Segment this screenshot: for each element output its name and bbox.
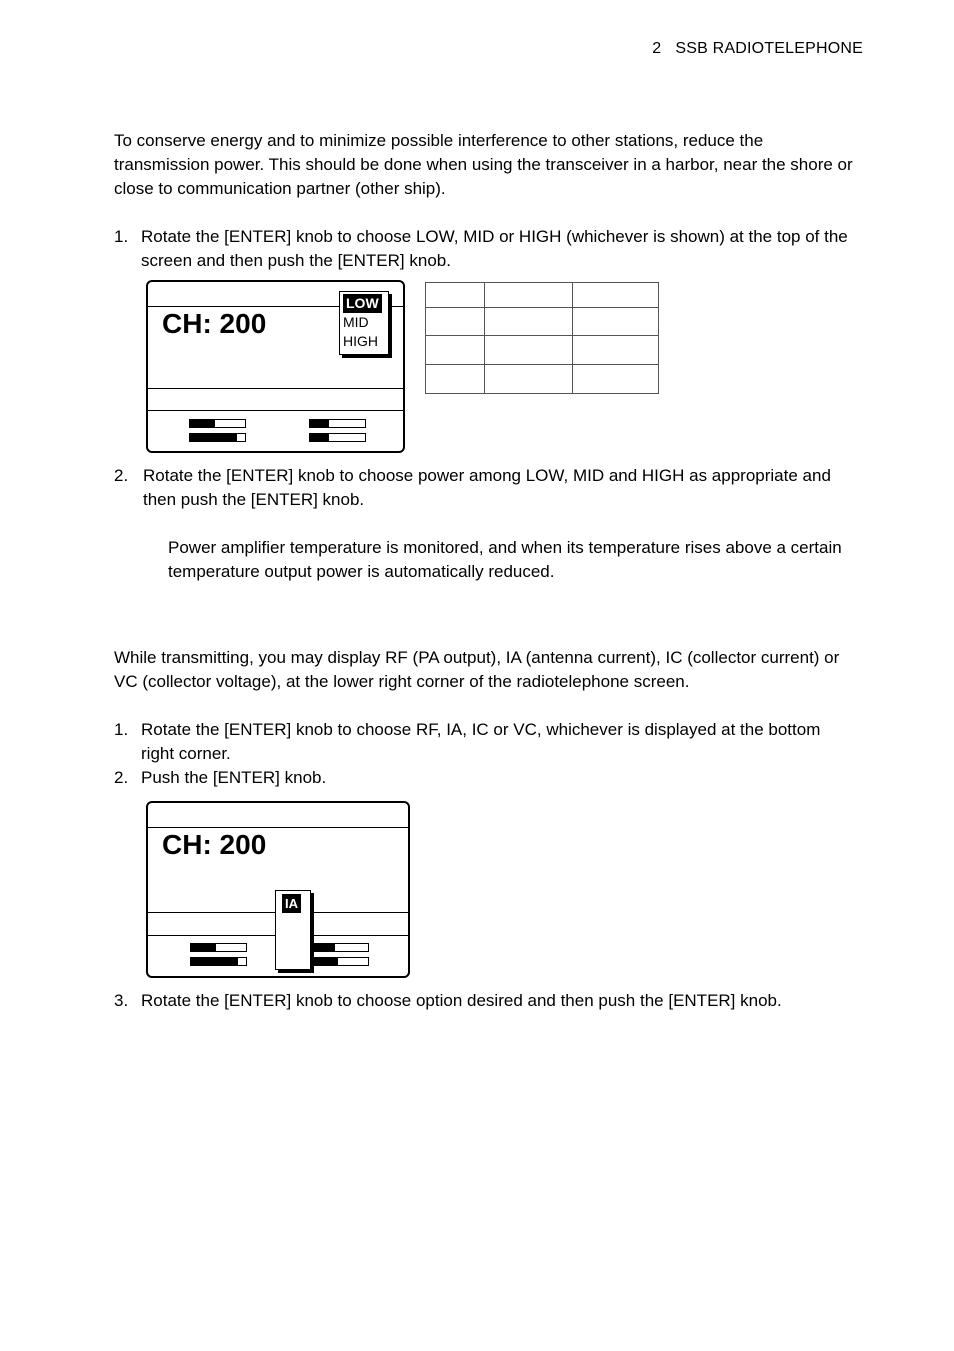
- table-cell: [485, 308, 573, 336]
- meter-bar: [190, 943, 247, 952]
- step-number: 1.: [114, 227, 129, 246]
- meter-step-1: [114, 718, 854, 766]
- screen-divider: [148, 388, 403, 389]
- step-text: Rotate the [ENTER] knob to choose power among LOW, MID and HIGH as appropriate and then push the [ENTER] knob.: [143, 466, 831, 509]
- screen-divider: [148, 827, 408, 828]
- step-text: Rotate the [ENTER] knob to choose LOW, MID or HIGH (whichever is shown) at the top of the screen and then push the [ENTER] knob.: [141, 227, 848, 270]
- power-level-menu[interactable]: [339, 291, 389, 355]
- lcd-screen-meter: [146, 801, 410, 978]
- table-cell: [485, 336, 573, 364]
- step-text: Rotate the [ENTER] knob to choose option desired and then push the [ENTER] knob.: [141, 991, 782, 1010]
- meter-bar: [189, 433, 246, 442]
- chapter-title: SSB RADIOTELEPHONE: [675, 40, 863, 57]
- table-cell: [485, 364, 573, 393]
- lcd-screen-power: [146, 280, 405, 453]
- step-text: Rotate the [ENTER] knob to choose RF, IA, IC or VC, whichever is displayed at the bottom right corner.: [141, 720, 821, 763]
- channel-display: CH: 200: [162, 829, 267, 860]
- table-cell: [573, 308, 659, 336]
- menu-option-low[interactable]: LOW: [343, 294, 382, 313]
- meter-bar: [189, 419, 246, 428]
- table-cell: [426, 308, 485, 336]
- channel-display: CH: 200: [162, 308, 267, 339]
- screen-divider: [148, 410, 403, 411]
- power-step-2: [114, 464, 854, 512]
- step-number: 2.: [114, 768, 129, 787]
- power-intro-paragraph: To conserve energy and to minimize possible interference to other stations, reduce the transmission power. This should be done when using the transceiver in a harbor, near the shore or close to communication partner (other ship).: [114, 131, 853, 198]
- menu-option-mid[interactable]: MID: [343, 314, 369, 330]
- page-header: [652, 40, 863, 58]
- meter-bar: [312, 957, 369, 966]
- step-number: 2.: [114, 466, 129, 485]
- table-cell: [485, 283, 573, 308]
- temperature-note: Power amplifier temperature is monitored, and when its temperature rises above a certain temperature output power is automatically reduced.: [168, 538, 842, 581]
- blank-table: [425, 282, 659, 394]
- meter-bar: [309, 433, 366, 442]
- meter-bar: [309, 419, 366, 428]
- menu-option-high[interactable]: HIGH: [343, 333, 378, 349]
- power-step-1: [114, 225, 854, 273]
- table-cell: [573, 364, 659, 393]
- menu-option-ia[interactable]: IA: [282, 894, 301, 913]
- meter-step-2: [114, 766, 854, 790]
- table-cell: [573, 336, 659, 364]
- meter-step-3: [114, 989, 854, 1013]
- meter-bar: [312, 943, 369, 952]
- meter-intro-paragraph: While transmitting, you may display RF (PA output), IA (antenna current), IC (collector current) or VC (collector voltage), at the lower right corner of the radiotelephone screen.: [114, 648, 840, 691]
- step-number: 1.: [114, 720, 129, 739]
- table-cell: [573, 283, 659, 308]
- table-cell: [426, 336, 485, 364]
- step-text: Push the [ENTER] knob.: [141, 768, 327, 787]
- meter-bar: [190, 957, 247, 966]
- table-cell: [426, 364, 485, 393]
- meter-option-menu[interactable]: [275, 890, 311, 970]
- chapter-number: 2: [652, 40, 662, 57]
- step-number: 3.: [114, 991, 129, 1010]
- table-cell: [426, 283, 485, 308]
